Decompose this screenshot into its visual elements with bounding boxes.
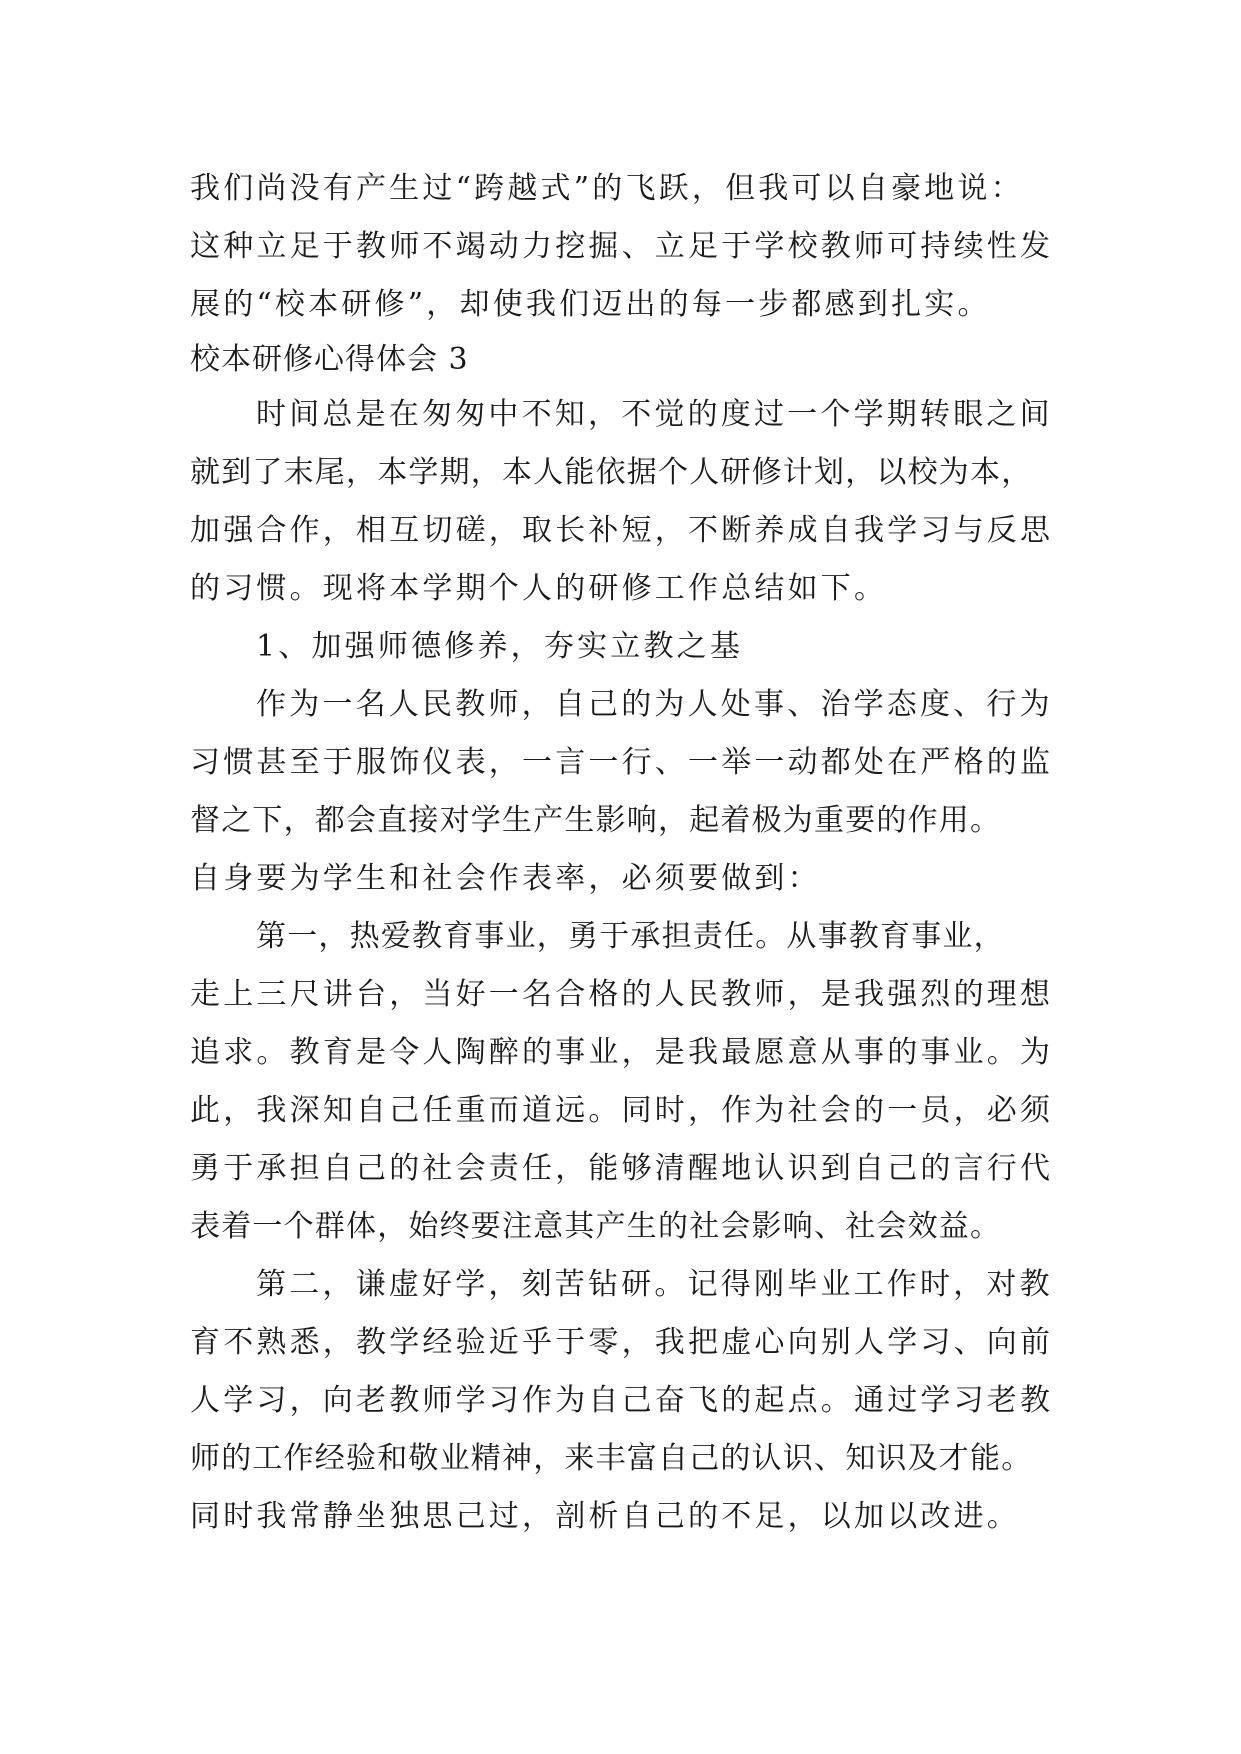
paragraph-line: 的习惯。现将本学期个人的研修工作总结如下。 (190, 571, 888, 606)
paragraph-line: 同时我常静坐独思己过，剖析自己的不足，以加以改进。 (190, 1499, 1020, 1534)
paragraph-line: 这种立足于教师不竭动力挖掘、立足于学校教师可持续性发 (190, 229, 1054, 264)
paragraph-line: 师的工作经验和敬业精神，来丰富自己的认识、知识及才能。 (190, 1441, 1033, 1476)
document-body (190, 160, 1054, 1546)
paragraph-line: 第一，热爱教育事业，勇于承担责任。从事教育事业， (256, 919, 1005, 954)
paragraph-line: 加强合作，相互切磋，取长补短，不断养成自我学习与反思 (190, 513, 1054, 548)
paragraph-line: 表着一个群体，始终要注意其产生的社会影响、社会效益。 (190, 1209, 1002, 1244)
paragraph-line: 我们尚没有产生过“跨越式”的飞跃，但我可以自豪地说： (190, 171, 1024, 206)
paragraph-line: 展的“校本研修”，却使我们迈出的每一步都感到扎实。 (190, 287, 991, 322)
paragraph-line: 追求。教育是令人陶醉的事业，是我最愿意从事的事业。为 (190, 1035, 1054, 1070)
paragraph-line: 走上三尺讲台，当好一名合格的人民教师，是我强烈的理想 (190, 977, 1054, 1012)
paragraph-line: 自身要为学生和社会作表率，必须要做到： (190, 861, 821, 896)
paragraph-line: 督之下，都会直接对学生产生影响，起着极为重要的作用。 (190, 803, 1002, 838)
paragraph-line: 人学习，向老教师学习作为自己奋飞的起点。通过学习老教 (190, 1383, 1054, 1418)
paragraph-line: 习惯甚至于服饰仪表，一言一行、一举一动都处在严格的监 (190, 745, 1054, 780)
paragraph-line: 作为一名人民教师，自己的为人处事、治学态度、行为 (256, 687, 1053, 722)
paragraph-line: 育不熟悉，教学经验近乎于零，我把虚心向别人学习、向前 (190, 1325, 1054, 1360)
paragraph-line: 时间总是在匆匆中不知，不觉的度过一个学期转眼之间 (256, 397, 1053, 432)
paragraph-line: 勇于承担自己的社会责任，能够清醒地认识到自己的言行代 (190, 1151, 1054, 1186)
paragraph-line: 就到了末尾，本学期，本人能依据个人研修计划，以校为本， (190, 455, 1033, 490)
paragraph-line: 此，我深知自己任重而道远。同时，作为社会的一员，必须 (190, 1093, 1054, 1128)
subheading: 1、加强师德修养，夯实立教之基 (256, 629, 744, 664)
section-title: 校本研修心得体会 3 (190, 342, 469, 377)
paragraph-line: 第二，谦虚好学，刻苦钻研。记得刚毕业工作时，对教 (256, 1267, 1053, 1302)
